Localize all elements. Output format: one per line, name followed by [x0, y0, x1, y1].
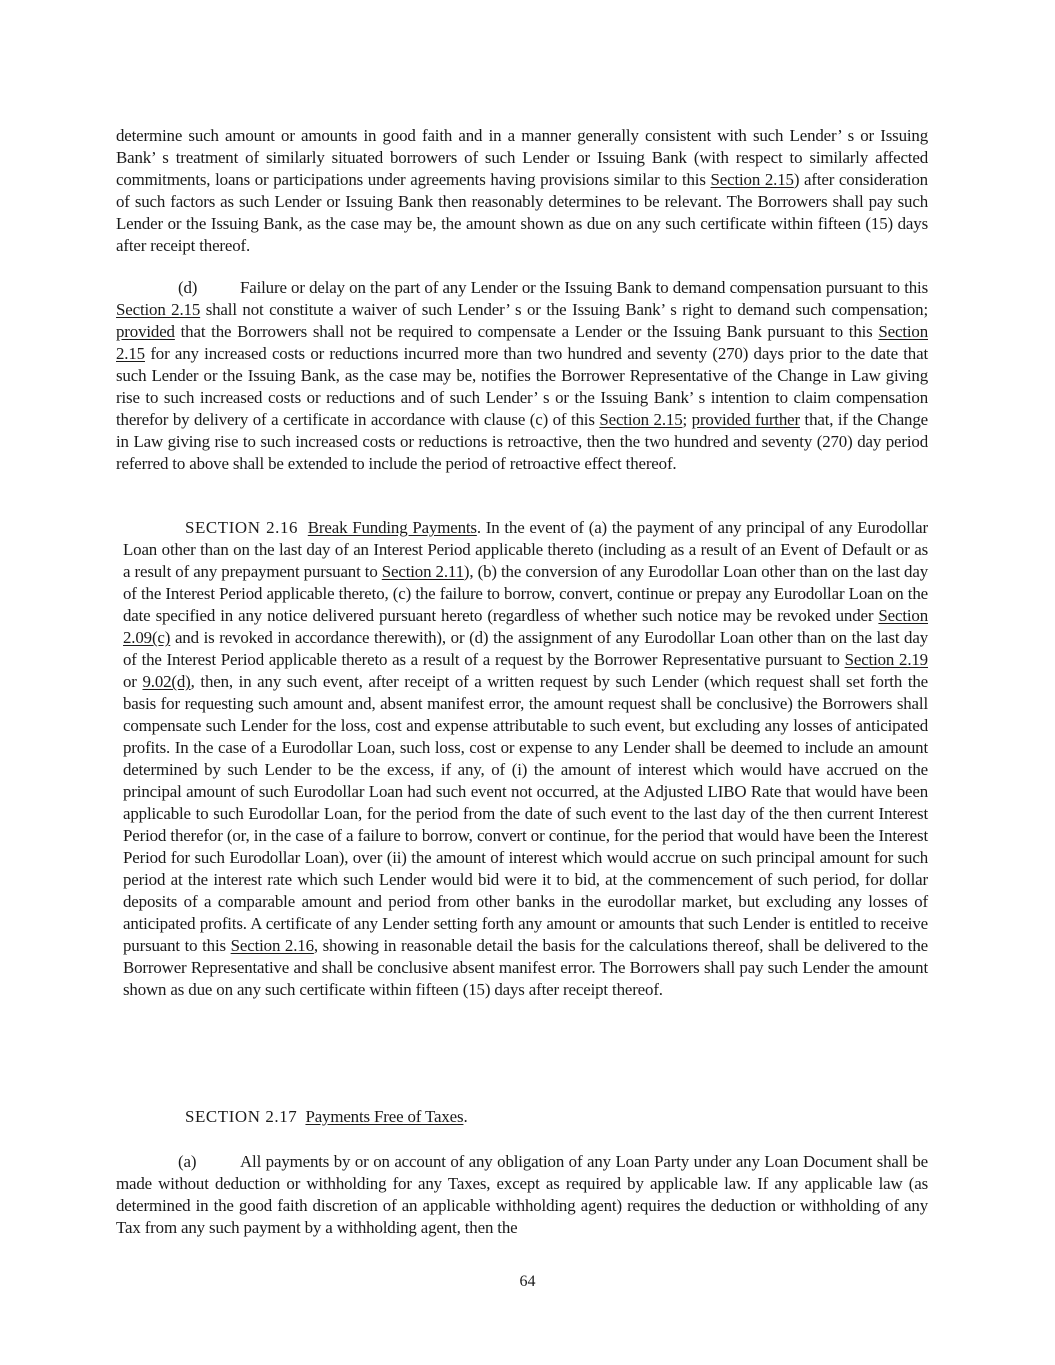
paragraph-clause-a: (a) All payments by or on account of any obligation of any Loan Party under any Loan Document shall be made without deduction or withholding for any Taxes, except as required by applicable law. If any applicable law (as determined in the good faith discretion of an applicable withholding agent) requires the deduction or withholding of any Tax from any such payment by a withholding agent, then the [116, 1152, 928, 1237]
section-reference: Section 2.16 [230, 936, 314, 955]
section-reference: Section 2.15 [116, 300, 201, 319]
clause-label: (a) [178, 1152, 197, 1171]
section-2-17-heading: SECTION 2.17 Payments Free of Taxes. [185, 1107, 468, 1126]
section-heading: Break Funding Payments [307, 518, 477, 537]
section-reference: Section 2.15 [599, 410, 683, 429]
defined-term: provided [116, 322, 175, 341]
defined-term: provided further [691, 410, 800, 429]
section-reference: Section 2.11 [381, 562, 464, 581]
section-number: SECTION 2.16 [185, 518, 299, 537]
paragraph-clause-d: (d) Failure or delay on the part of any Lender or the Issuing Bank to demand compensation pursuant to this Section 2.15 shall not constitute a waiver of such Lender’ s or the Issuing Bank’ s right to demand such compensation; provided that the Borrowers shall not be required to compensate a Lender or the Issuing Bank pursuant to this Section 2.15 for any increased costs or reductions incurred more than two hundred and seventy (270) days prior to the date that such Lender or the Issuing Bank, as the case may be, notifies the Borrower Representative of the Change in Law giving rise to such increased costs or reductions and of such Lender’ s or the Issuing Bank’ s intention to claim compensation therefor by delivery of a certificate in accordance with clause (c) of this Section 2.15; provided further that, if the Change in Law giving rise to such increased costs or reductions is retroactive, then the two hundred and seventy (270) day period referred to above shall be extended to include the period of retroactive effect thereof. [116, 278, 928, 473]
paragraph-continuation: determine such amount or amounts in good faith and in a manner generally consistent with such Lender’ s or Issuing Bank’ s treatment of similarly situated borrowers of such Lender or Issuing Bank (with respect to similarly affected commitments, loans or participations under agreements having provisions similar to this Section 2.15) after consideration of such factors as such Lender or Issuing Bank then reasonably determines to be relevant. The Borrowers shall pay such Lender or the Issuing Bank, as the case may be, the amount shown as due on any such certificate within fifteen (15) days after receipt thereof. [116, 126, 928, 255]
section-reference: Section 2.19 [844, 650, 928, 669]
section-number: SECTION 2.17 [185, 1107, 298, 1126]
section-reference: 9.02(d) [142, 672, 191, 691]
section-reference: Section 2.15 [116, 322, 928, 363]
section-reference: Section 2.09(c) [123, 606, 928, 647]
section-reference: Section 2.15 [710, 170, 794, 189]
section-2-16-paragraph: SECTION 2.16 Break Funding Payments. In the event of (a) the payment of any principal of any Eurodollar Loan other than on the last day of an Interest Period applicable thereto (including as a result of an Event of Default or as a result of any prepayment pursuant to Section 2.11), (b) the conversion of any Eurodollar Loan other than on the last day of the Interest Period applicable thereto, (c) the failure to borrow, convert, continue or prepay any Eurodollar Loan on the date specified in any notice delivered pursuant hereto (regardless of whether such notice may be revoked under Section 2.09(c) and is revoked in accordance therewith), or (d) the assignment of any Eurodollar Loan other than on the last day of the Interest Period applicable thereto as a result of a request by the Borrower Representative pursuant to Section 2.19 or 9.02(d), then, in any such event, after receipt of a written request by such Lender (which request shall set forth the basis for requesting such amount and, absent manifest error, the amount request shall be conclusive) the Borrowers shall compensate such Lender for the loss, cost and expense attributable to such event, but excluding any losses of anticipated profits. In the case of a Eurodollar Loan, such loss, cost or expense to any Lender shall be deemed to include an amount determined by such Lender to be the excess, if any, of (i) the amount of interest which would have accrued on the principal amount of such Eurodollar Loan had such event not occurred, at the Adjusted LIBO Rate that would have been applicable to such Eurodollar Loan, for the period from the date of such event to the last day of the then current Interest Period therefor (or, in the case of a failure to borrow, convert or continue, for the period that would have been the Interest Period for such Eurodollar Loan), over (ii) the amount of interest which would accrue on such principal amount for such period at the interest rate which such Lender would bid were it to bid, at the commencement of such period, for dollar deposits of a comparable amount and period from other banks in the eurodollar market, but excluding any losses of anticipated profits. A certificate of any Lender setting forth any amount or amounts that such Lender is entitled to receive pursuant to this Section 2.16, showing in reasonable detail the basis for the calculations thereof, shall be delivered to the Borrower Representative and shall be conclusive absent manifest error. The Borrowers shall pay such Lender the amount shown as due on any such certificate within fifteen (15) days after receipt thereof. [123, 518, 928, 999]
section-heading: Payments Free of Taxes [305, 1107, 464, 1126]
page-number: 64 [519, 1273, 536, 1290]
clause-label: (d) [178, 278, 198, 297]
